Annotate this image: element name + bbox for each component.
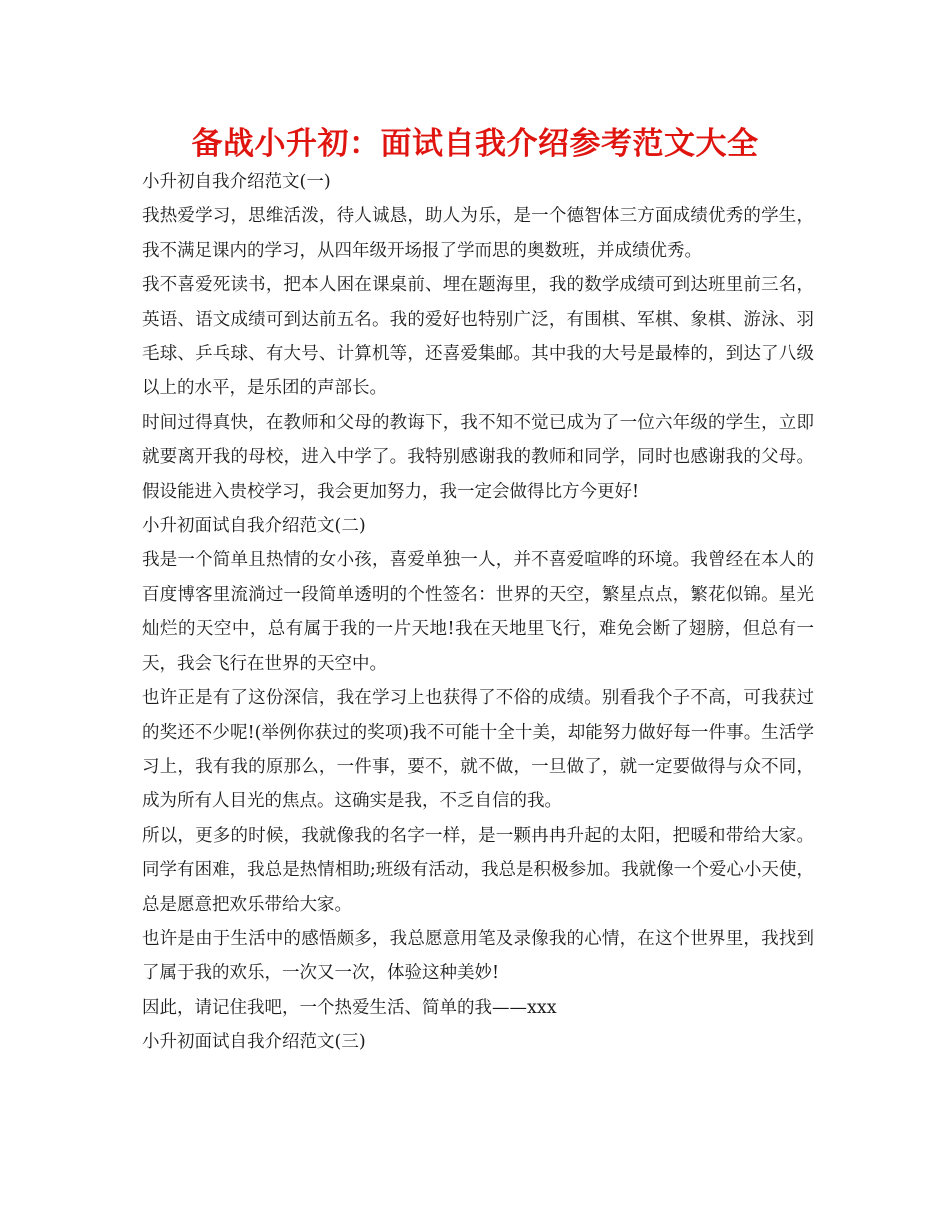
- paragraph: 所以，更多的时候，我就像我的名字一样，是一颗冉冉升起的太阳，把暖和带给大家。同学有困难，我总是热情相助;班级有活动，我总是积极参加。我就像一个爱心小天使，总是愿意把欢乐带给大家。: [142, 825, 814, 915]
- paragraph: 时间过得真快，在教师和父母的教诲下，我不知不觉已成为了一位六年级的学生，立即就要离开我的母校，进入中学了。我特别感谢我的教师和同学，同时也感谢我的父母。假设能进入贵校学习，我会更加努力，我一定会做得比方今更好!: [142, 412, 814, 502]
- section-heading-3: 小升初面试自我介绍范文(三): [142, 1032, 366, 1053]
- paragraph: 也许是由于生活中的感悟颇多，我总愿意用笔及录像我的心情，在这个世界里，我找到了属于我的欢乐，一次又一次，体验这种美妙!: [142, 928, 814, 984]
- document-body: [142, 165, 814, 1060]
- paragraph: 我不喜爱死读书，把本人困在课桌前、埋在题海里，我的数学成绩可到达班里前三名，英语、语文成绩可到达前五名。我的爱好也特别广泛，有围棋、军棋、象棋、游泳、羽毛球、乒乓球、有大号、计算机等，还喜爱集邮。其中我的大号是最棒的，到达了八级以上的水平，是乐团的声部长。: [142, 275, 814, 399]
- paragraph: 我热爱学习，思维活泼，待人诚恳，助人为乐，是一个德智体三方面成绩优秀的学生，我不满足课内的学习，从四年级开场报了学而思的奥数班，并成绩优秀。: [142, 206, 814, 261]
- section-heading-1: 小升初自我介绍范文(一): [142, 172, 331, 192]
- document-title: 备战小升初：面试自我介绍参考范文大全: [191, 126, 759, 162]
- paragraph: 也许正是有了这份深信，我在学习上也获得了不俗的成绩。别看我个子不高，可我获过的奖还不少呢!(举例你获过的奖项)我不可能十全十美，却能努力做好每一件事。生活学习上，我有我的原那么，一件事，要不，就不做，一旦做了，就一定要做得与众不同，成为所有人目光的焦点。这确实是我，不乏自信的我。: [142, 688, 814, 812]
- paragraph: 我是一个简单且热情的女小孩，喜爱单独一人，并不喜爱喧哗的环境。我曾经在本人的百度博客里流淌过一段简单透明的个性签名：世界的天空，繁星点点，繁花似锦。星光灿烂的天空中，总有属于我的一片天地!我在天地里飞行，难免会断了翅膀，但总有一天，我会飞行在世界的天空中。: [142, 550, 814, 674]
- section-heading-2: 小升初面试自我介绍范文(二): [142, 516, 366, 537]
- paragraph: 因此，请记住我吧，一个热爱生活、简单的我——xxx: [142, 997, 557, 1018]
